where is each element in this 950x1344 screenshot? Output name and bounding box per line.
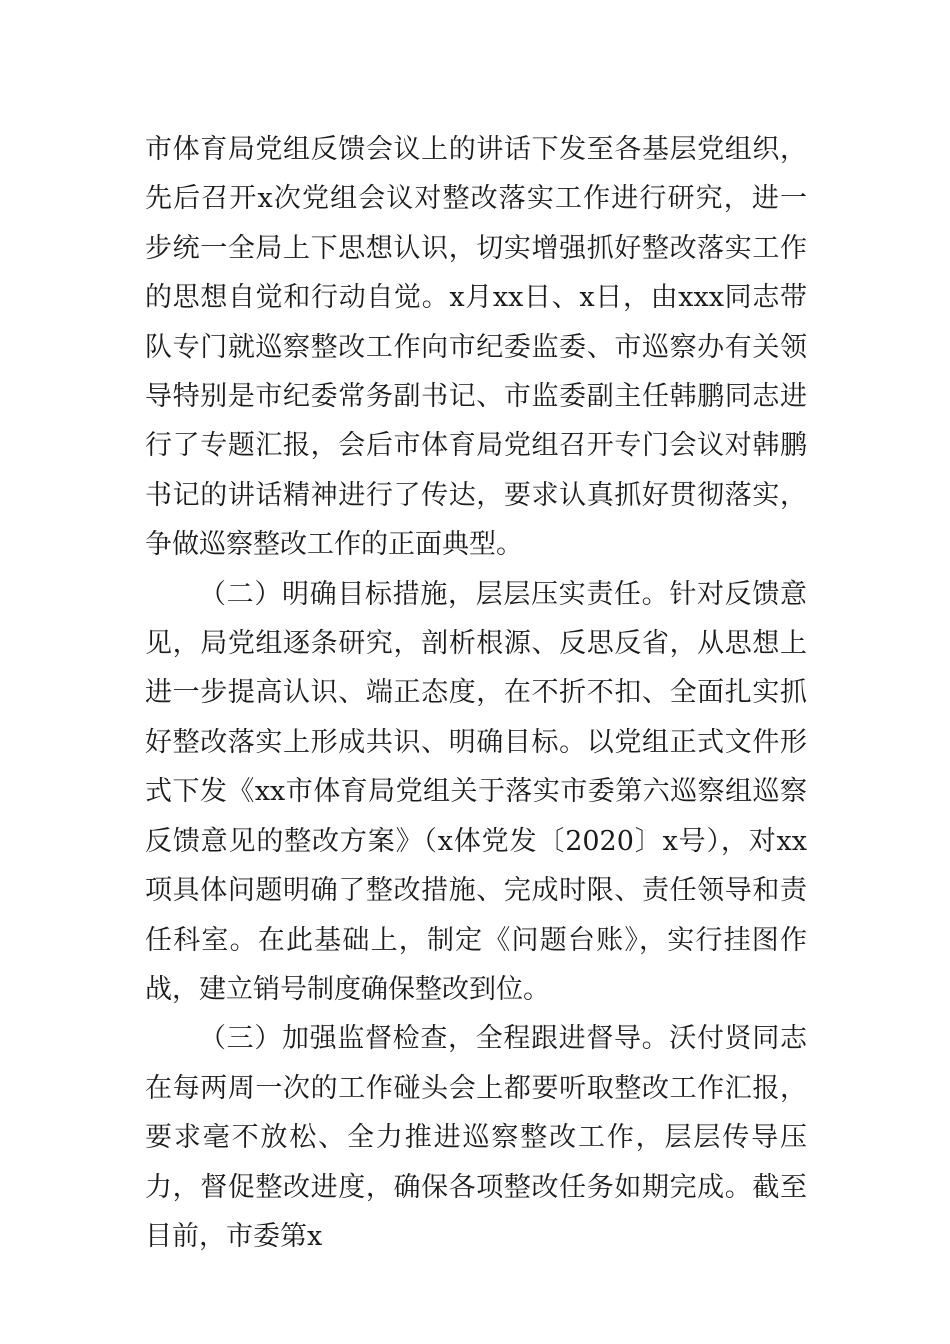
paragraph-1: 市体育局党组反馈会议上的讲话下发至各基层党组织，先后召开x次党组会议对整改落实工作进行研究，进一步统一全局上下思想认识，切实增强抓好整改落实工作的思想自觉和行动自觉。x月xx日、x日，由xxx同志带队专门就巡察整改工作向市纪委监委、市巡察办有关领导特别是市纪委常务副书记、市监委副主任韩鹏同志进行了专题汇报，会后市体育局党组召开专门会议对韩鹏书记的讲话精神进行了传达，要求认真抓好贯彻落实，争做巡察整改工作的正面典型。 <box>145 134 807 561</box>
document-page <box>145 125 807 1261</box>
paragraph-3: （三）加强监督检查，全程跟进督导。沃付贤同志在每两周一次的工作碰头会上都要听取整改工作汇报，要求毫不放松、全力推进巡察整改工作，层层传导压力，督促整改进度，确保各项整改任务如期完成。截至目前，市委第x <box>145 1023 807 1252</box>
paragraph-2: （二）明确目标措施，层层压实责任。针对反馈意见，局党组逐条研究，剖析根源、反思反省，从思想上进一步提高认识、端正态度，在不折不扣、全面扎实抓好整改落实上形成共识、明确目标。以党组正式文件形式下发《xx市体育局党组关于落实市委第六巡察组巡察反馈意见的整改方案》（x体党发〔2020〕x号），对xx项具体问题明确了整改措施、完成时限、责任领导和责任科室。在此基础上，制定《问题台账》，实行挂图作战，建立销号制度确保整改到位。 <box>145 578 807 1005</box>
